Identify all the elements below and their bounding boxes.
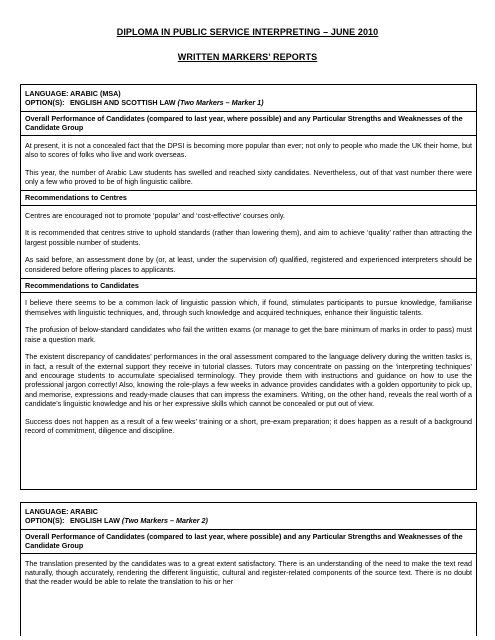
paragraph: Centres are encouraged not to promote ‘popular’ and ‘cost-effective’ courses only.: [25, 210, 285, 220]
option-name: ENGLISH LAW: [70, 516, 122, 526]
paragraph: At present, it is not a concealed fact that the DPSI is becoming more popular than ever; not only to people who made the UK their home, but also to scores of folks who live and work overseas.: [25, 140, 472, 159]
option-label: OPTION(S):: [25, 516, 65, 526]
paragraph: The translation presented by the candidates was to a great extent satisfactory. There is an understanding of the need to make the text read naturally, though accurately, rendering the different linguistic, cultural and register-related components of the source text. There is no doubt that the reader would be able to relate the translation to his or her: [25, 558, 472, 587]
section-heading-candidates: Recommendations to Candidates: [21, 278, 476, 293]
language-value: ARABIC: [70, 507, 98, 516]
paragraph: The existent discrepancy of candidates’ performances in the oral assessment compared to the language delivery during the written tasks is, in fact, a result of the external support they receive in tutorial classes. Tutors may concentrate on passing on the ‘interpreting techniques’ and encourage students to accumulate specialised terminology. They provide them with instructions and guidance on how to use the professional jargon correctly! Also, knowing the role-plays a few weeks in advance provides candidates with a golden opportunity to pick up, and memorise, expressions and ready-made clauses that can impress the examiners. Writing, on the other hand, reveals the real worth of a candidate’s linguistic knowledge and his or her expressive skills which cannot be concealed or put out of view.: [25, 352, 472, 409]
language-block: [21, 503, 476, 529]
language-row: [25, 89, 472, 98]
paragraph: I believe there seems to be a common lack of linguistic passion which, if found, stimulates participants to pursue knowledge, familiarise themselves with linguistic techniques, and, through such knowledge and acquired techniques, enhance their linguistic talents.: [25, 298, 472, 317]
language-value: ARABIC (MSA): [70, 89, 121, 98]
section-body-centres: [21, 206, 476, 278]
paragraph: This year, the number of Arabic Law students has swelled and reached sixty candidates. Nevertheless, out of that vast number there were only a few who proved to be of high linguistic calibre.: [25, 167, 472, 186]
paragraph: The profusion of below-standard candidates who fail the written exams (or manage to get the bare minimum of marks in order to pass) must raise a question mark.: [25, 325, 472, 344]
option-row: [25, 98, 472, 107]
paragraph: It is recommended that centres strive to uphold standards (rather than lowering them), and aim to achieve ‘quality’ rather than attracting the largest possible number of students.: [25, 228, 472, 247]
language-label: LANGUAGE:: [25, 507, 69, 516]
option-name: ENGLISH AND SCOTTISH LAW: [70, 98, 178, 108]
section-heading-centres: Recommendations to Centres: [21, 190, 476, 205]
section-heading-performance: Overall Performance of Candidates (compared to last year, where possible) and any Particular Strengths and Weaknesses of the Candidate Group: [21, 111, 476, 136]
option-value: [70, 516, 208, 525]
option-label: OPTION(S):: [25, 98, 65, 108]
option-markers: (Two Markers – Marker 1): [177, 98, 264, 108]
language-row: [25, 507, 472, 516]
section-body-candidates: [21, 293, 476, 439]
document-subtitle: WRITTEN MARKERS’ REPORTS: [177, 52, 318, 62]
section-body-performance: [21, 554, 476, 591]
option-value: [70, 98, 264, 107]
report-box-arabic: [20, 502, 477, 636]
section-body-performance: [21, 136, 476, 191]
section-heading-performance: Overall Performance of Candidates (compared to last year, where possible) and any Particular Strengths and Weaknesses of the Candidate Group: [21, 529, 476, 554]
document-title: DIPLOMA IN PUBLIC SERVICE INTERPRETING – JUNE 2010: [116, 27, 379, 37]
paragraph: Success does not happen as a result of a few weeks’ training or a short, pre-exam preparation; it does happen as a result of a background record of commitment, diligence and discipline.: [25, 416, 472, 436]
option-markers: (Two Markers – Marker 2): [121, 516, 208, 526]
language-label: LANGUAGE:: [25, 89, 69, 98]
option-row: [25, 516, 472, 525]
language-block: [21, 85, 476, 111]
report-box-arabic-msa: [20, 84, 477, 490]
paragraph: As said before, an assessment done by (or, at least, under the supervision of) qualified, registered and experienced interpreters should be considered before offering places to applicants.: [25, 255, 472, 274]
